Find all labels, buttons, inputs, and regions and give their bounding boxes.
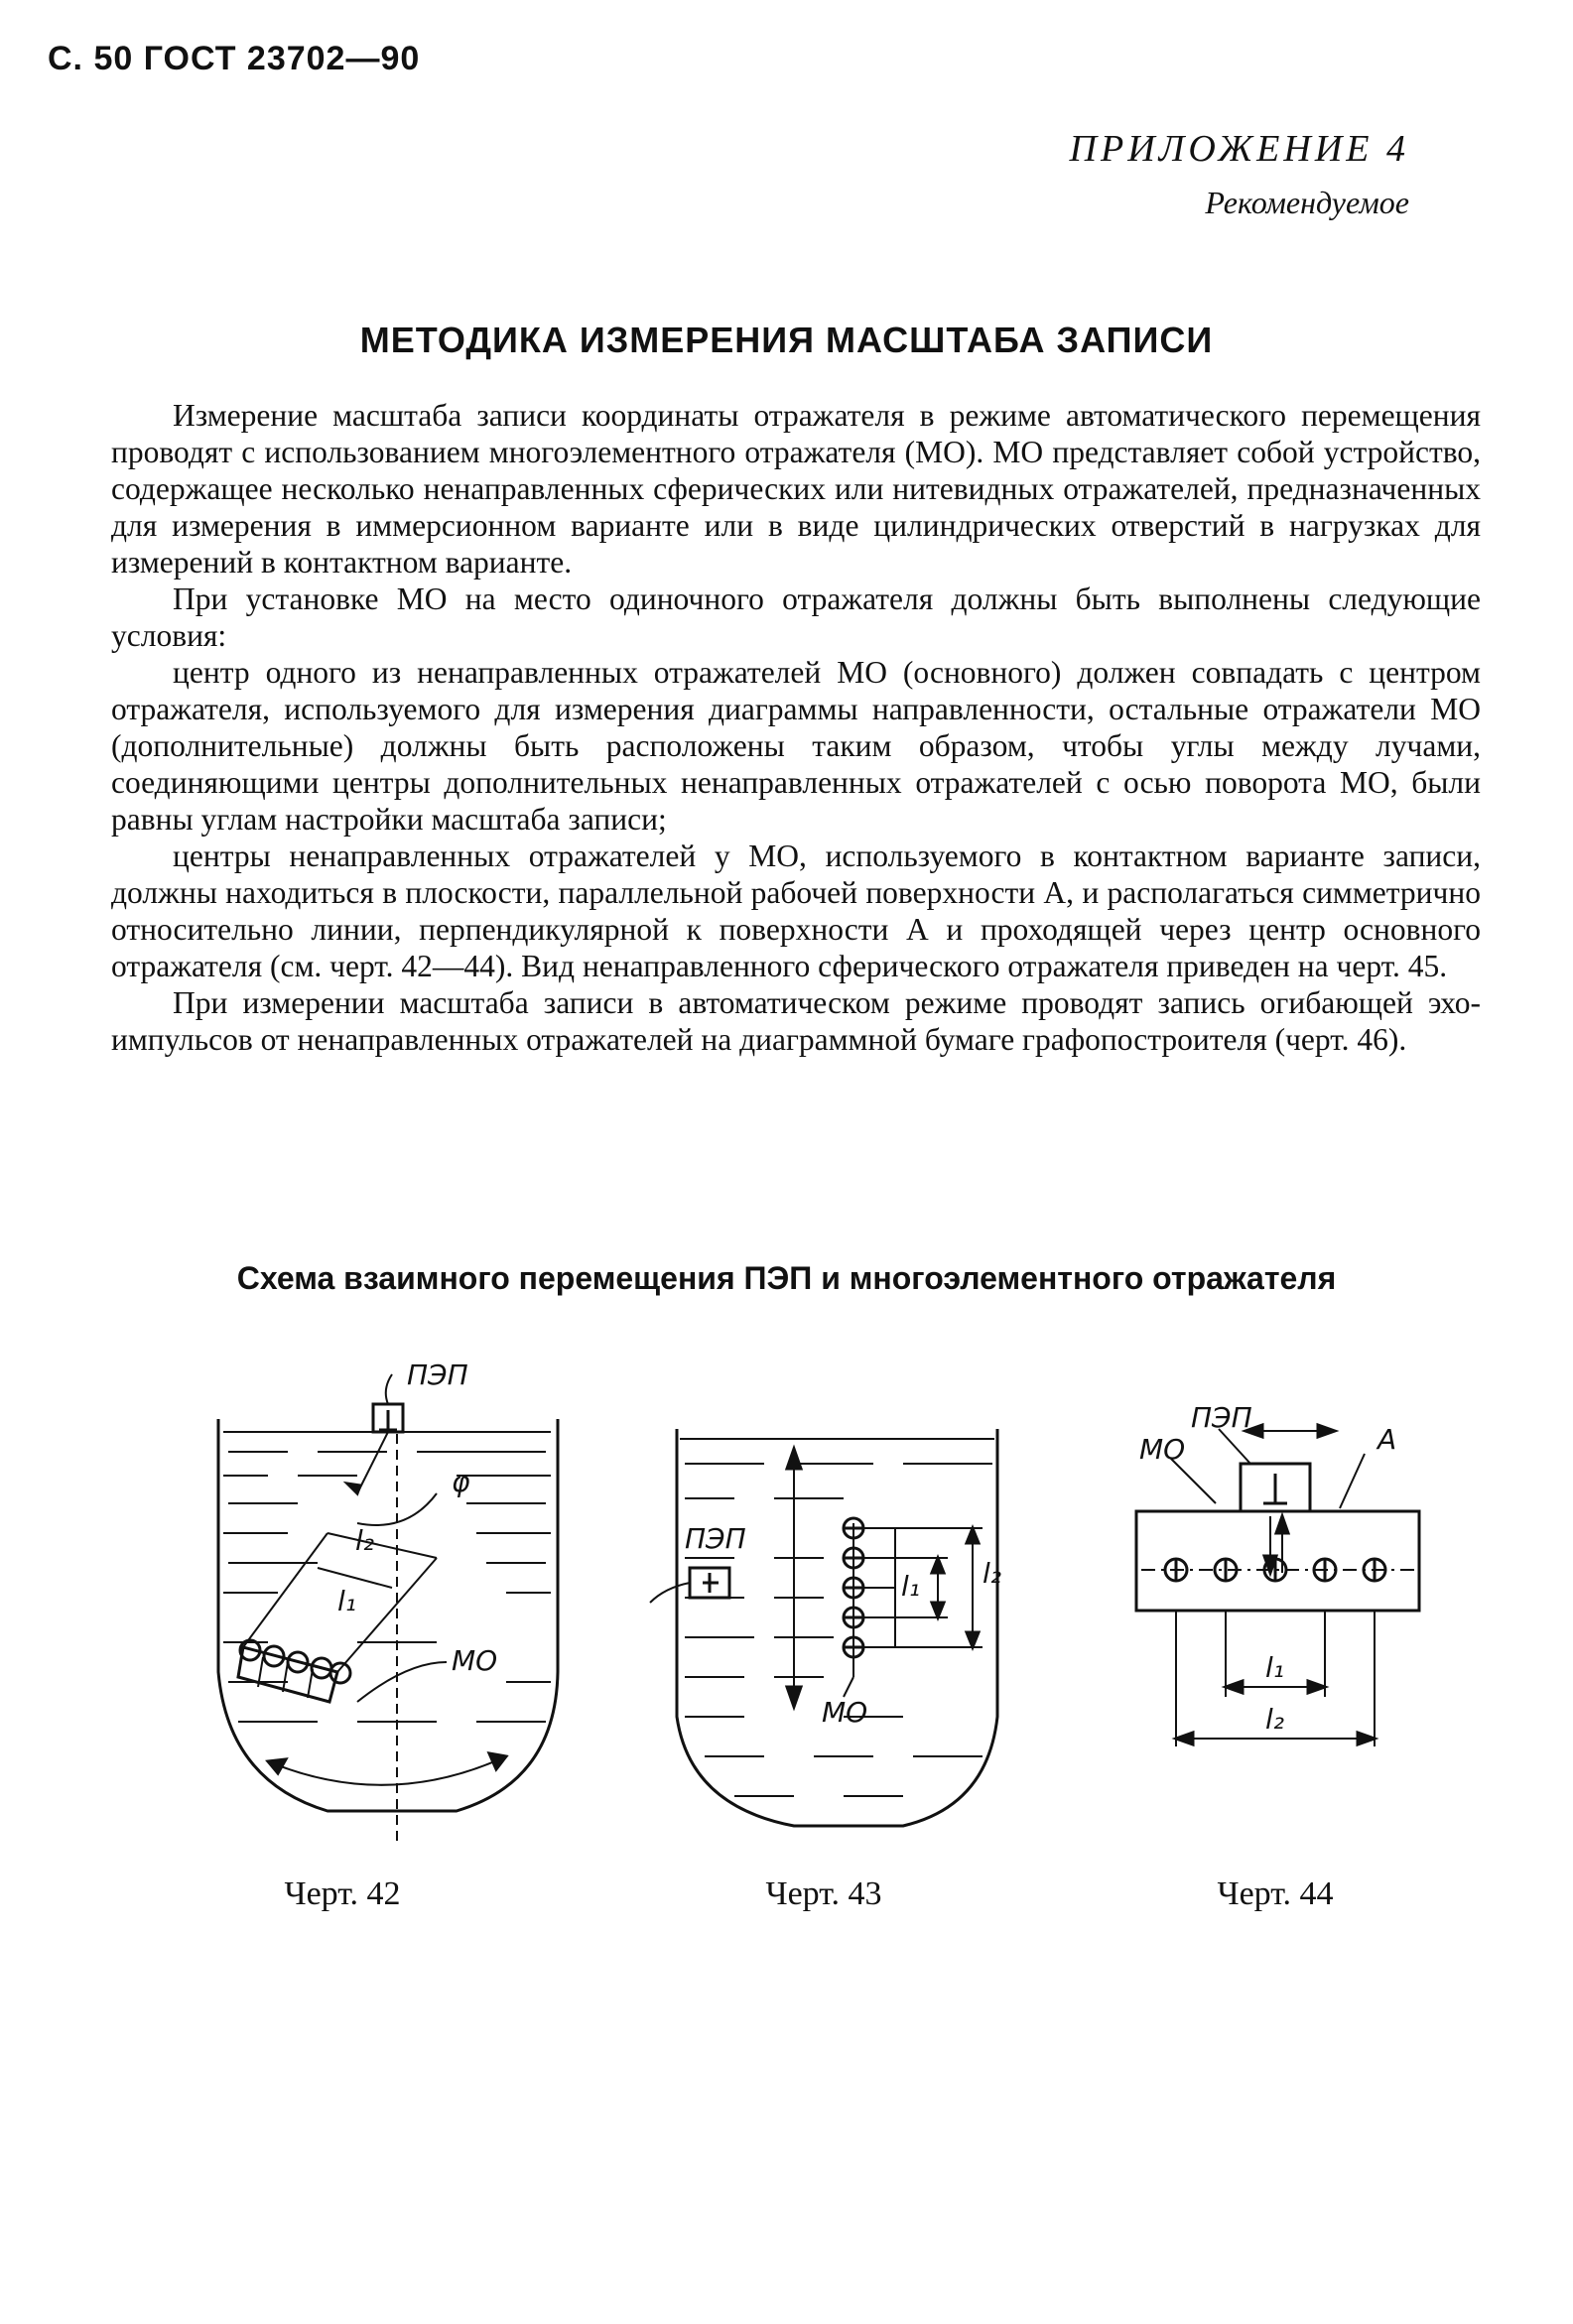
fig44-label-pep: ПЭП xyxy=(1191,1401,1252,1434)
figure-43 xyxy=(645,1429,1022,1846)
fig42-label-phi: φ xyxy=(452,1466,470,1498)
figure-42-drawing xyxy=(208,1345,576,1841)
fig43-label-pep: ПЭП xyxy=(685,1522,746,1555)
paragraph: При измерении масштаба записи в автоматическом режиме проводят запись огибающей эхо-импульсов от ненаправленных отражателей на диаграммной бумаге графопостроителя (черт. 46). xyxy=(111,985,1481,1057)
figure-42 xyxy=(208,1345,576,1841)
figure-44-drawing xyxy=(1131,1401,1429,1806)
figure-44-caption: Черт. 44 xyxy=(1217,1875,1334,1912)
figure-43-caption: Черт. 43 xyxy=(765,1875,882,1912)
fig42-label-l1: l₁ xyxy=(337,1585,357,1617)
appendix-block xyxy=(1070,127,1409,221)
fig42-label-l2: l₂ xyxy=(355,1524,375,1557)
fig44-label-mo: МО xyxy=(1139,1433,1186,1466)
appendix-subtitle: Рекомендуемое xyxy=(1205,185,1409,220)
fig43-label-l2: l₂ xyxy=(983,1557,1002,1590)
fig44-label-a: А xyxy=(1377,1423,1397,1456)
document-title: МЕТОДИКА ИЗМЕРЕНИЯ МАСШТАБА ЗАПИСИ xyxy=(359,320,1214,360)
figure-42-caption: Черт. 42 xyxy=(284,1875,401,1912)
appendix-title: ПРИЛОЖЕНИЕ 4 xyxy=(1069,128,1409,170)
fig42-label-pep: ПЭП xyxy=(407,1358,468,1391)
paragraph: При установке МО на место одиночного отражателя должны быть выполнены следующие условия: xyxy=(111,581,1481,653)
fig42-label-mo: МО xyxy=(452,1644,498,1677)
paragraph: Измерение масштаба записи координаты отражателя в режиме автоматического перемещения проводят с использованием многоэлементного отражателя (МО). МО представляет собой устройство, содержащее несколько ненаправленных сферических или нитевидных отражателей, предназначенных для измерения в иммерсионном варианте или в виде цилиндрических отверстий в нагрузках для измерений в контактном варианте. xyxy=(111,398,1481,580)
page-header: С. 50 ГОСТ 23702—90 xyxy=(48,40,421,77)
schema-title: Схема взаимного перемещения ПЭП и многоэлементного отражателя xyxy=(236,1260,1337,1296)
body-text xyxy=(111,397,1481,1058)
fig44-label-l1: l₁ xyxy=(1265,1651,1285,1684)
figure-44 xyxy=(1131,1401,1429,1806)
fig43-label-mo: МО xyxy=(822,1696,868,1729)
paragraph: центры ненаправленных отражателей у МО, используемого в контактном варианте записи, должны находиться в плоскости, параллельной рабочей поверхности А, и располагаться симметрично относительно линии, перпендикулярной к поверхности А и проходящей через центр основного отражателя (см. черт. 42—44). Вид ненаправленного сферического отражателя приведен на черт. 45. xyxy=(111,839,1481,983)
paragraph: центр одного из ненаправленных отражателей МО (основного) должен совпадать с центром отражателя, используемого для измерения диаграммы направленности, остальные отражатели МО (дополнительные) должны быть расположены таким образом, чтобы углы между лучами, соединяющими центры дополнительных ненаправленных отражателей с осью поворота МО, были равны углам настройки масштаба записи; xyxy=(111,655,1481,837)
figure-43-drawing xyxy=(645,1429,1022,1846)
fig44-label-l2: l₂ xyxy=(1265,1703,1285,1736)
fig43-label-l1: l₁ xyxy=(901,1570,921,1603)
